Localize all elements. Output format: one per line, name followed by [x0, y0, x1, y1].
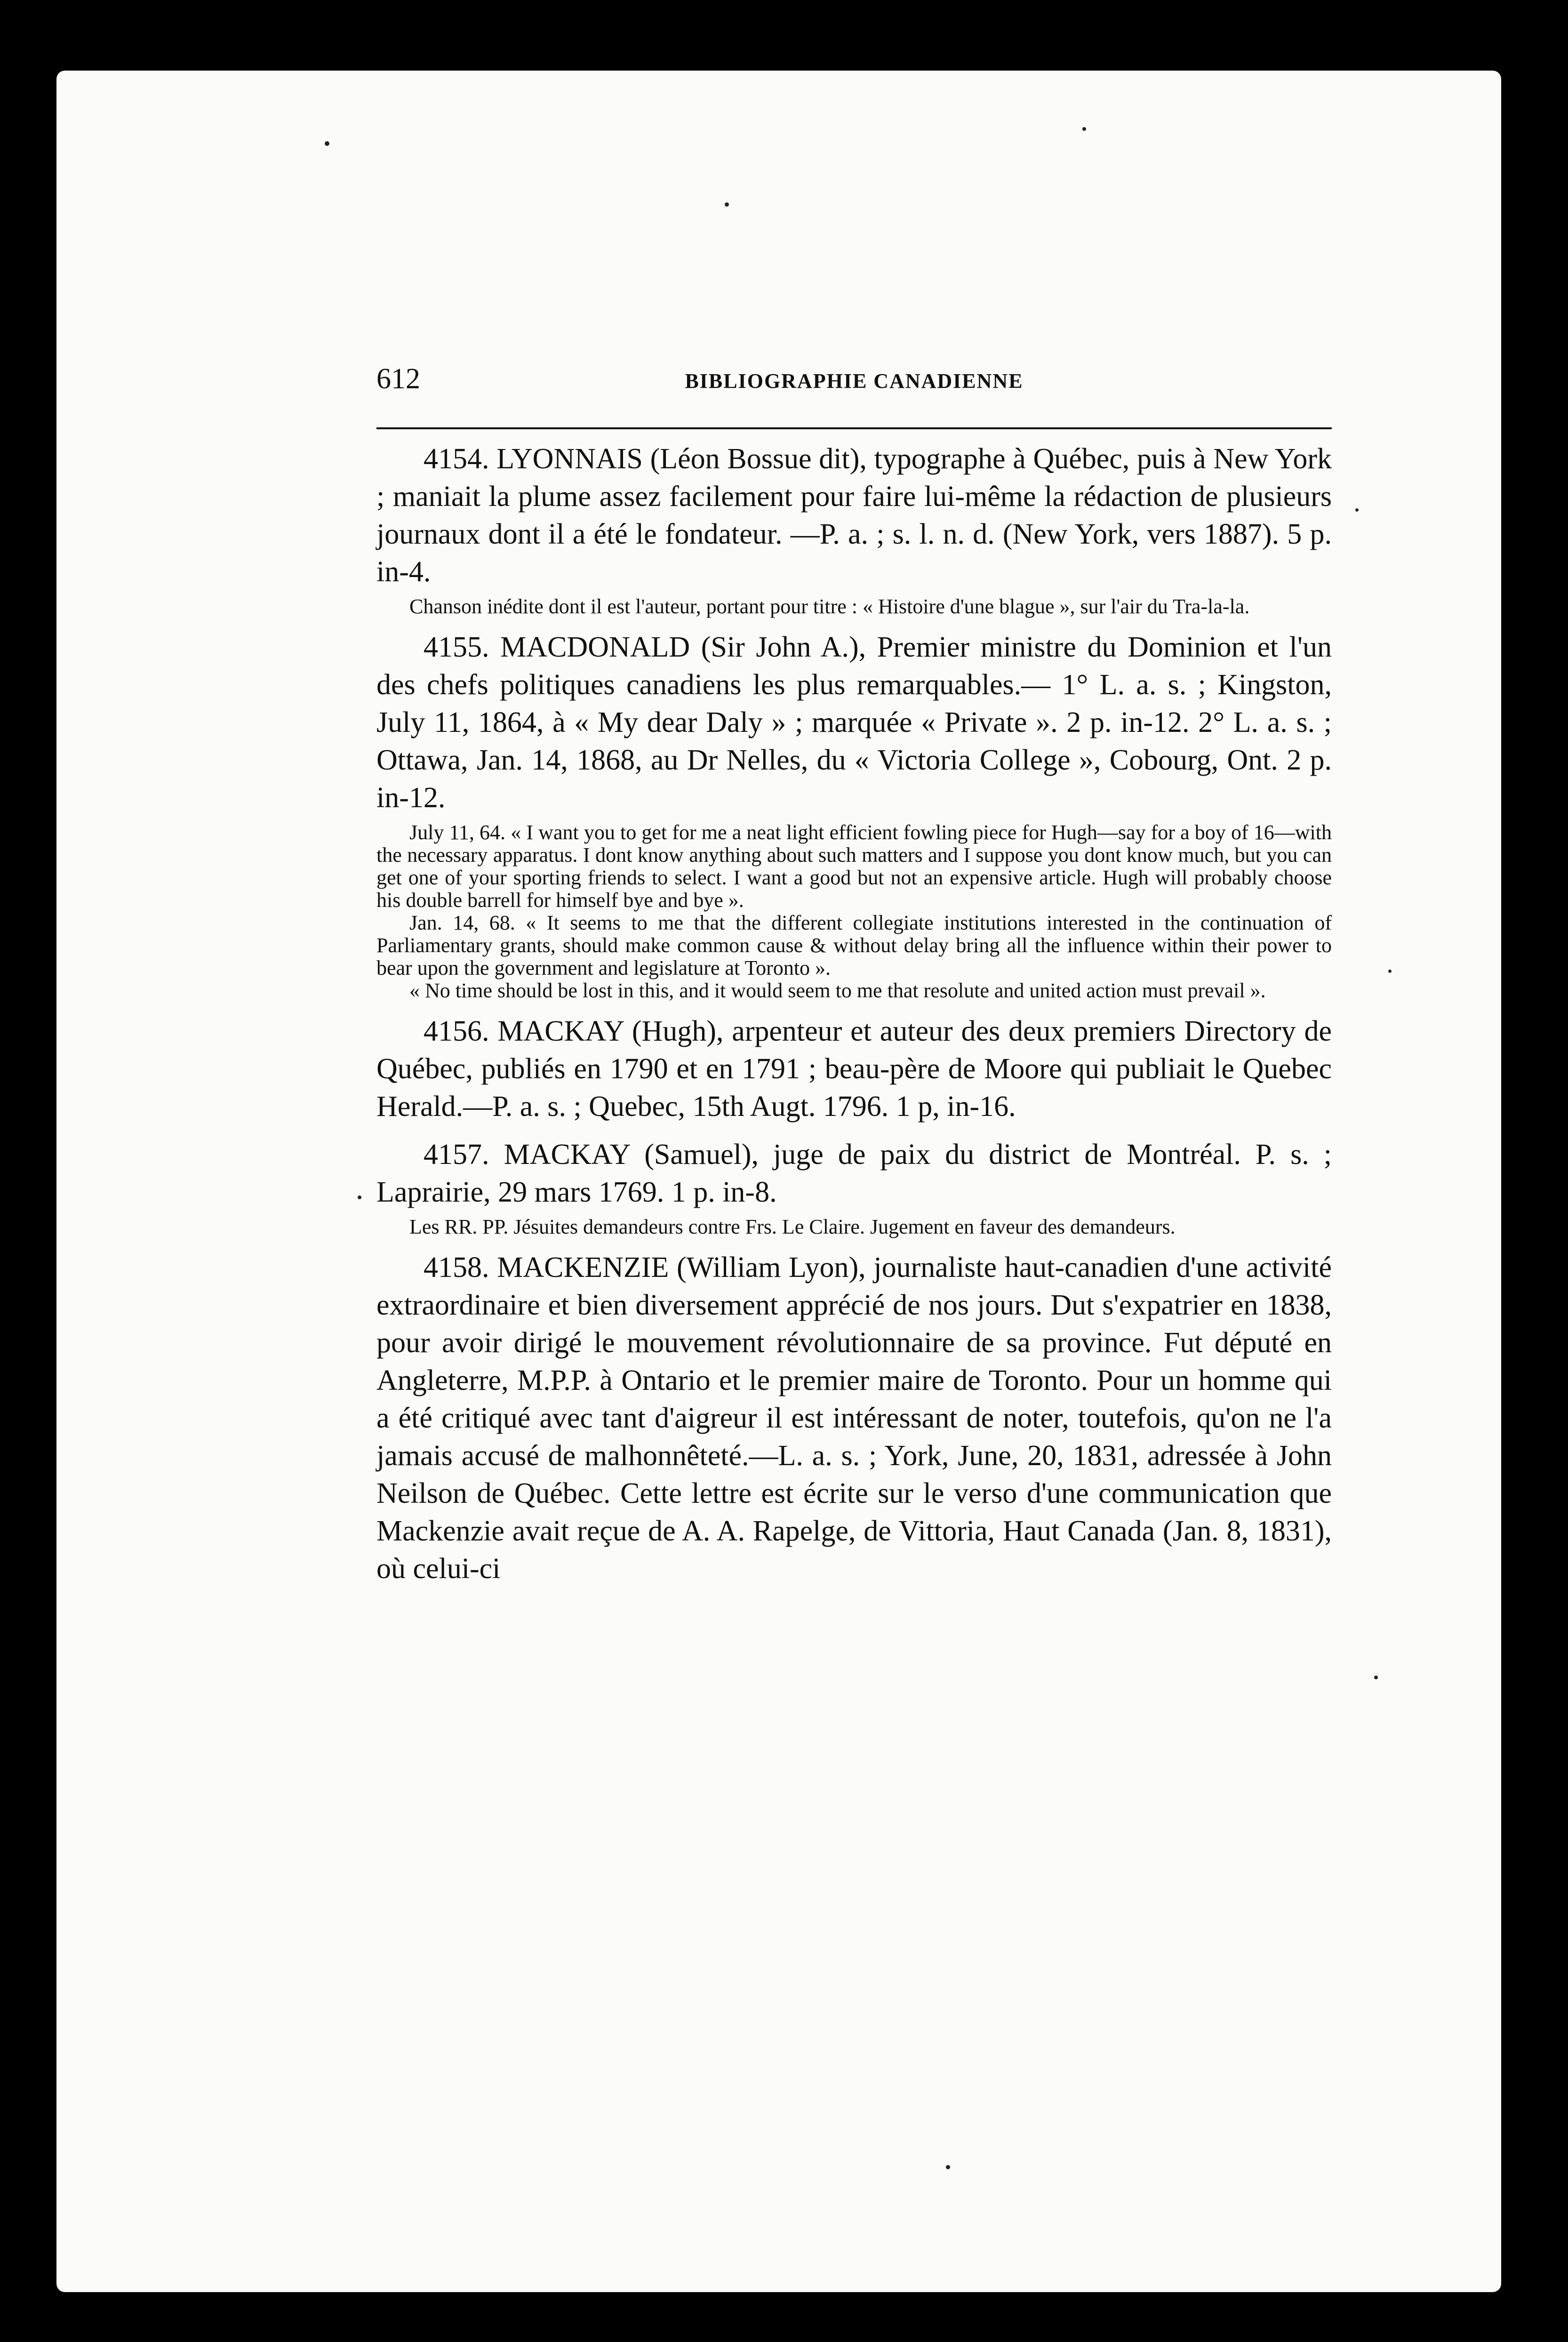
entry-note: Jan. 14, 68. « It seems to me that the different collegiate institutions interested in the continuation of Parliamentary grants, should make common cause & without delay bring all the influence within their power to bear upon the government and legislature at Toronto ». [376, 911, 1332, 979]
entry-text [376, 628, 1332, 817]
scan-speck [946, 2165, 950, 2169]
entry-text [376, 1249, 1332, 1588]
entry-description: (William Lyon), journaliste haut-canadien d'une activité extraordinaire et bien diversement apprécié de nos jours. Dut s'expatrier en 1838, pour avoir dirigé le mouvement révolutionnaire de sa province. Fut député en Angleterre, M.P.P. à Ontario et le premier maire de Toronto. Pour un homme qui a été critiqué avec tant d'aigreur il est intéressant de noter, toutefois, qu'on ne l'a jamais accusé de malhonnêteté.—L. a. s. ; York, June, 20, 1831, adressée à John Neilson de Québec. Cette lettre est écrite sur le verso d'une communication que Mackenzie avait reçue de A. A. Rapelge, de Vittoria, Haut Canada (Jan. 8, 1831), où celui-ci [376, 1251, 1332, 1585]
running-title: BIBLIOGRAPHIE CANADIENNE [685, 369, 1024, 393]
scan-speck [325, 141, 329, 146]
scan-speck [1355, 508, 1359, 512]
entry-text [376, 1012, 1332, 1125]
entry-note: Les RR. PP. Jésuites demandeurs contre Frs. Le Claire. Jugement en faveur des demandeurs. [409, 1215, 1176, 1238]
entry-number: 4157. [424, 1139, 489, 1171]
entry-name: MACDONALD [500, 631, 690, 663]
entry-4157 [376, 1136, 1332, 1238]
entry-number: 4158. [424, 1251, 489, 1283]
entry-text [376, 1136, 1332, 1211]
entry-description: (Samuel), juge de paix du district de Montréal. P. s. ; Laprairie, 29 mars 1769. 1 p. in-8. [376, 1139, 1332, 1208]
entry-name: LYONNAIS [496, 443, 643, 475]
entry-description: (Léon Bossue dit), typographe à Québec, puis à New York ; maniait la plume assez facilement pour faire lui-même la rédaction de plusieurs journaux dont il a été le fondateur. —P. a. ; s. l. n. d. (New York, vers 1887). 5 p. in-4. [376, 443, 1332, 588]
scan-speck [1374, 1676, 1378, 1679]
scan-speck [1388, 970, 1392, 973]
entry-4155 [376, 628, 1332, 1002]
entry-note: July 11, 64. « I want you to get for me a neat light efficient fowling piece for Hugh—say for a boy of 16—with the necessary apparatus. I dont know anything about such matters and I suppose you dont know much, but you can get one of your sporting friends to select. I want a good but not an expensive article. Hugh will probably choose his double barrell for himself bye and bye ». [376, 821, 1332, 912]
scan-speck [725, 202, 729, 207]
entry-4158 [376, 1249, 1332, 1588]
entry-text [376, 440, 1332, 591]
entry-note: Chanson inédite dont il est l'auteur, portant pour titre : « Histoire d'une blague », sur l'air du Tra-la-la. [409, 595, 1250, 618]
page-header [376, 362, 1332, 400]
page-number: 612 [376, 363, 420, 395]
scan-speck [1082, 127, 1086, 131]
header-rule [376, 427, 1332, 429]
entry-description: (Hugh), arpenteur et auteur des deux premiers Directory de Québec, publiés en 1790 et en 1791 ; beau-père de Moore qui publiait le Quebec Herald.—P. a. s. ; Quebec, 15th Augt. 1796. 1 p, in-16. [376, 1015, 1332, 1123]
entry-note: « No time should be lost in this, and it would seem to me that resolute and united action must prevail ». [409, 979, 1266, 1002]
entry-name: MACKENZIE [497, 1251, 669, 1283]
entry-number: 4154. [424, 443, 489, 475]
scan-speck [358, 1195, 361, 1199]
page-body [376, 440, 1332, 1598]
entry-number: 4156. [424, 1015, 489, 1047]
entry-name: MACKAY [504, 1139, 630, 1171]
entry-4154 [376, 440, 1332, 618]
entry-name: MACKAY [497, 1015, 624, 1047]
entry-description: (Sir John A.), Premier ministre du Dominion et l'un des chefs politiques canadiens les plus remarquables.— 1° L. a. s. ; Kingston, July 11, 1864, à « My dear Daly » ; marquée « Private ». 2 p. in-12. 2° L. a. s. ; Ottawa, Jan. 14, 1868, au Dr Nelles, du « Victoria College », Cobourg, Ont. 2 p. in-12. [376, 631, 1332, 814]
entry-number: 4155. [424, 631, 489, 663]
scan-edge [1516, 0, 1568, 2342]
entry-4156 [376, 1012, 1332, 1125]
